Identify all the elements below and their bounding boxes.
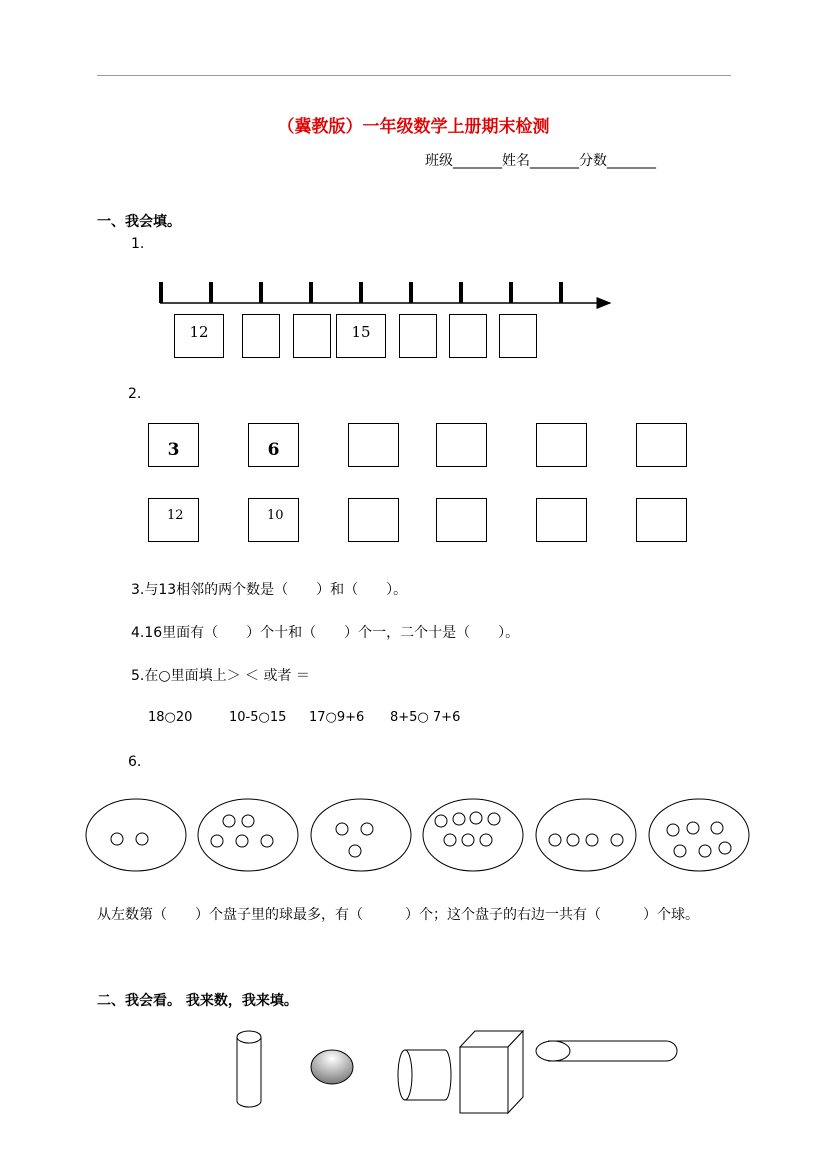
q1-label: 1. [131, 236, 145, 252]
q5-text: 5.在○里面填上＞ ＜ 或者 ＝ [131, 668, 310, 684]
ball [462, 834, 474, 846]
pattern-box[interactable]: 6 [248, 423, 299, 467]
cylinder-upright [237, 1031, 261, 1107]
ball [711, 822, 723, 834]
section2-heading: 二、我会看。 我来数，我来填。 [97, 993, 298, 1009]
compare-item: 17○9+6 [309, 710, 365, 725]
number-line-box[interactable] [499, 314, 537, 358]
q6-label: 6. [128, 754, 142, 770]
q3-text: 3.与13相邻的两个数是（ ）和（ ）。 [131, 582, 408, 598]
ball [223, 815, 235, 827]
plate [198, 799, 298, 871]
pattern-box[interactable]: 12 [148, 498, 199, 542]
plate [649, 799, 749, 871]
number-line-ticks [159, 282, 563, 303]
q4-text: 4.16里面有（ ）个十和（ ）个一，二个十是（ ）。 [131, 625, 520, 641]
ball [674, 845, 686, 857]
cuboid [460, 1031, 523, 1113]
section1-heading: 一、我会填。 [97, 214, 181, 230]
ball [719, 842, 731, 854]
ball [361, 823, 373, 835]
ball [549, 834, 561, 846]
ball [687, 822, 699, 834]
ball [242, 815, 254, 827]
plate [423, 799, 523, 871]
ball [136, 833, 148, 845]
number-line-box[interactable] [449, 314, 487, 358]
pattern-box[interactable] [348, 423, 399, 467]
pattern-box[interactable] [636, 423, 687, 467]
solid-shapes-figure [225, 1025, 685, 1115]
pattern-box[interactable] [536, 498, 587, 542]
pattern-box[interactable] [348, 498, 399, 542]
number-line [150, 278, 620, 312]
compare-item: 10-5○15 [229, 710, 287, 725]
cylinder-horizontal [398, 1050, 451, 1100]
pattern-box[interactable] [636, 498, 687, 542]
ball [236, 835, 248, 847]
ball [435, 815, 447, 827]
pattern-box[interactable]: 10 [248, 498, 299, 542]
q6-text: 从左数第（ ）个盘子里的球最多，有（ ）个；这个盘子的右边一共有（ ）个球。 [97, 907, 699, 923]
cylinder-long [536, 1041, 677, 1061]
pattern-box[interactable] [436, 423, 487, 467]
pattern-box[interactable] [436, 498, 487, 542]
ball [667, 824, 679, 836]
ball [211, 835, 223, 847]
compare-item: 18○20 [148, 710, 193, 725]
ball [480, 834, 492, 846]
number-line-box[interactable] [242, 314, 280, 358]
ball [699, 845, 711, 857]
ball [488, 813, 500, 825]
sphere [311, 1050, 353, 1084]
ball [470, 812, 482, 824]
plate [311, 799, 411, 871]
ball [261, 835, 273, 847]
number-line-box[interactable] [399, 314, 437, 358]
pattern-box[interactable]: 3 [148, 423, 199, 467]
student-info-line: 班级_______姓名_______分数_______ [425, 153, 656, 169]
header-rule [97, 75, 731, 76]
ball [444, 834, 456, 846]
ball [111, 833, 123, 845]
number-line-box[interactable]: 12 [174, 314, 224, 358]
plates-figure [80, 795, 755, 875]
compare-item: 8+5○ 7+6 [390, 710, 461, 725]
ball [349, 845, 361, 857]
number-line-box[interactable] [293, 314, 331, 358]
q2-label: 2. [128, 386, 142, 402]
ball [586, 834, 598, 846]
plate [86, 799, 186, 871]
ball [567, 834, 579, 846]
pattern-box[interactable] [536, 423, 587, 467]
ball [611, 834, 623, 846]
ball [336, 823, 348, 835]
ball [453, 813, 465, 825]
page-title: （冀教版）一年级数学上册期末检测 [277, 117, 550, 137]
number-line-box[interactable]: 15 [336, 314, 386, 358]
